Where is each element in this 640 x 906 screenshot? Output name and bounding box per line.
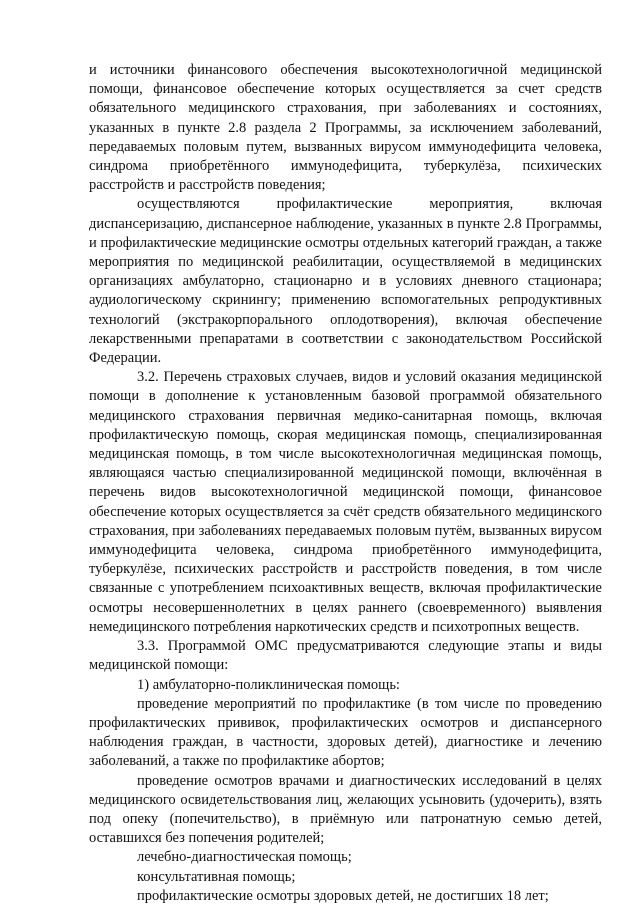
paragraph-continuation: и источники финансового обеспечения высокотехнологичной медицинской помощи, финансовое обеспечение которых осуществляется за счет средств обязательного медицинского страхования, при заболеваниях и состояниях, указанных в пункте 2.8 раздела 2 Программы, за исключением заболеваний, передаваемых половым путем, вызванных вирусом иммунодефицита человека, синдрома приобретённого иммунодефицита, туберкулёза, психических расстройств и расстройств поведения; [89,62,602,194]
list-item-prevention: проведение мероприятий по профилактике (в том числе по проведению профилактических прививок, профилактических осмотров и диспансерного наблюдения граждан, в частности, здоровых детей), диагностике и лечению заболеваний, а также по профилактике абортов; [89,695,602,770]
list-item-consultative-care: консультативная помощь; [137,868,296,885]
paragraph-section-3-2: 3.2. Перечень страховых случаев, видов и условий оказания медицинской помощи в дополнение к установленным базовой программой обязательного медицинского страхования первичная медико-санитарная помощь, включая профилактическую помощь, скорая медицинская помощь, специализированная медицинская помощь, в том числе высокотехнологичная медицинская помощь, являющаяся частью специализированной медицинской помощи, включённая в перечень видов высокотехнологичной медицинской помощи, финансовое обеспечение которых осуществляется за счёт средств обязательного медицинского страхования, при заболеваниях передаваемых половым путём, вызванных вирусом иммунодефицита человека, синдрома приобретённого иммунодефицита, туберкулёзе, психических расстройств и расстройств поведения, в том числе связанные с употреблением психоактивных веществ, включая профилактические осмотры несовершеннолетних в целях раннего (своевременного) выявления немедицинского потребления наркотических средств и психотропных веществ. [89,369,602,635]
list-item-child-examinations: профилактические осмотры здоровых детей, не достигших 18 лет; [137,887,549,904]
paragraph-preventive-measures: осуществляются профилактические мероприятия, включая диспансеризацию, диспансерное наблюдение, указанных в пункте 2.8 Программы, и профилактические медицинские осмотры отдельных категорий граждан, а также мероприятия по медицинской реабилитации, осуществляемой в медицинских организациях амбулаторно, стационарно и в условиях дневного стационара; аудиологическому скринингу; применению вспомогательных репродуктивных технологий (экстракорпорального оплодотворения), включая обеспечение лекарственными препаратами в соответствии с законодательством Российской Федерации. [89,196,602,367]
paragraph-section-3-3: 3.3. Программой ОМС предусматриваются следующие этапы и виды медицинской помощи: [89,638,602,674]
document-body [89,61,602,906]
list-item-outpatient-care: 1) амбулаторно-поликлиническая помощь: [137,676,400,693]
list-item-examinations: проведение осмотров врачами и диагностических исследований в целях медицинского освидетельствования лиц, желающих усыновить (удочерить), взять под опеку (попечительство), в приёмную или патронатную семью детей, оставшихся без попечения родителей; [89,772,602,847]
list-item-diagnostic-care: лечебно-диагностическая помощь; [137,849,352,866]
